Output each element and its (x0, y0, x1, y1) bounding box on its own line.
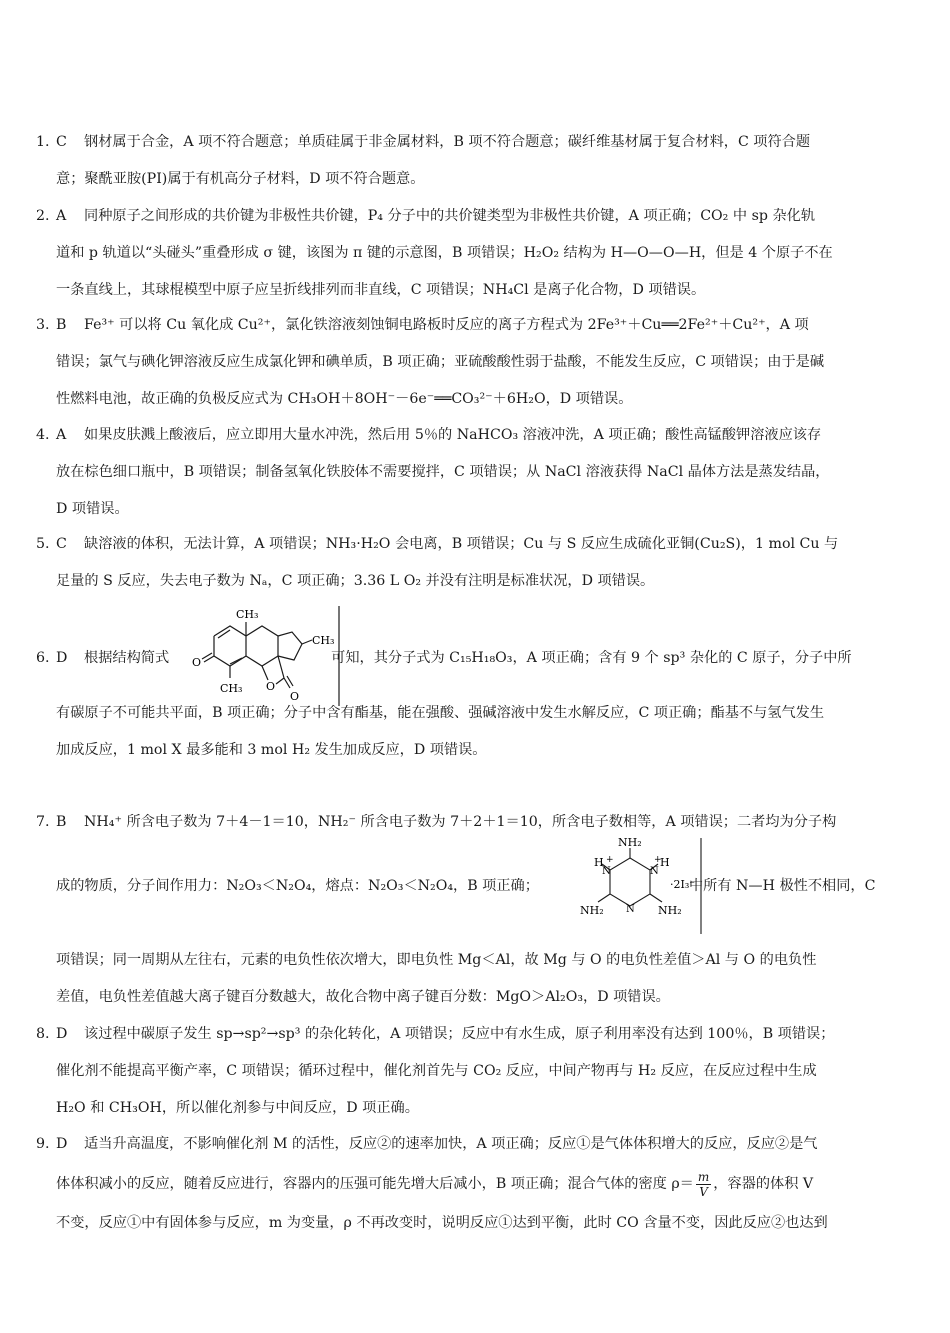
explanation-line: 差值，电负性差值越大离子键百分数越大，故化合物中离子键百分数：MgO＞Al₂O₃，D 项错误。 (56, 989, 670, 1005)
question-number: 7. (36, 814, 50, 830)
answer-letter: A (56, 208, 67, 224)
methyl-label: CH₃ (312, 634, 335, 647)
oxygen-label: O (290, 690, 300, 703)
explanation-line: 适当升高温度，不影响催化剂 M 的活性，反应②的速率加快，A 项正确；反应①是气体体积增大的反应，反应②是气 (84, 1136, 818, 1152)
triazine-cation-structure-diagram (558, 836, 706, 936)
explanation-line: 不变，反应①中有固体参与反应，m 为变量，ρ 不再改变时，说明反应①达到平衡，此时 CO 含量不变，因此反应②也达到 (56, 1215, 828, 1231)
explanation-line: H₂O 和 CH₃OH，所以催化剂参与中间反应，D 项正确。 (56, 1100, 419, 1116)
explanation-line: 一条直线上，其球棍模型中原子应呈折线排列而非直线，C 项错误；NH₄Cl 是离子化合物，D 项错误。 (56, 282, 706, 298)
explanation-text: 体体积减小的反应，随着反应进行，容器内的压强可能先增大后减小，B 项正确；混合气体的密度 ρ＝ (56, 1176, 694, 1192)
explanation-line: 催化剂不能提高平衡产率，C 项错误；循环过程中，催化剂首先与 CO₂ 反应，中间产物再与 H₂ 反应，在反应过程中生成 (56, 1063, 817, 1079)
methyl-label: CH₃ (236, 608, 259, 621)
explanation-text: 可知，其分子式为 C₁₅H₁₈O₃，A 项正确；含有 9 个 sp³ 杂化的 C 原子，分子中所 (331, 650, 852, 666)
counter-ion-label: ·2I₃⁻ (670, 878, 696, 891)
answer-item-1 (36, 124, 914, 198)
explanation-line: 错误；氯气与碘化钾溶液反应生成氯化钾和碘单质，B 项正确；亚硫酸酸性弱于盐酸，不能发生反应，C 项错误；由于是碱 (56, 354, 825, 370)
answer-item-3 (36, 307, 914, 418)
answer-item-7-mid (36, 868, 914, 905)
amino-label: NH₂ (658, 904, 682, 917)
nitrogen-label: N (650, 866, 659, 877)
answer-item-7-cont (36, 942, 914, 1016)
explanation-line: 意；聚酰亚胺(PI)属于有机高分子材料，D 项不符合题意。 (56, 171, 425, 187)
fraction-denominator: V (699, 1184, 708, 1199)
answer-letter: C (56, 536, 67, 552)
answer-item-8 (36, 1016, 914, 1127)
question-number: 1. (36, 134, 50, 150)
explanation-line: 钢材属于合金，A 项不符合题意；单质硅属于非金属材料，B 项不符合题意；碳纤维基材属于复合材料，C 项符合题 (84, 134, 811, 150)
methyl-label: CH₃ (220, 682, 243, 695)
explanation-line: 加成反应，1 mol X 最多能和 3 mol H₂ 发生加成反应，D 项错误。 (56, 742, 487, 758)
steroid-lactone-structure-diagram (184, 604, 344, 708)
explanation-text: 成的物质，分子间作用力：N₂O₃＜N₂O₄，熔点：N₂O₃＜N₂O₄，B 项正确； (56, 878, 539, 894)
answer-item-9 (36, 1126, 914, 1242)
question-number: 6. (36, 650, 50, 666)
question-number: 5. (36, 536, 50, 552)
explanation-text: ，容器的体积 V (713, 1176, 814, 1192)
explanation-text: 根据结构简式 (84, 650, 170, 666)
explanation-line: 同种原子之间形成的共价键为非极性共价键，P₄ 分子中的共价键类型为非极性共价键，A 项正确；CO₂ 中 sp 杂化轨 (84, 208, 816, 224)
amino-label: NH₂ (580, 904, 604, 917)
positive-charge: + (654, 855, 662, 865)
explanation-line: 足量的 S 反应，失去电子数为 Nₐ，C 项正确；3.36 L O₂ 并没有注明是标准状况，D 项错误。 (56, 573, 655, 589)
answer-item-5 (36, 526, 914, 600)
answer-letter: D (56, 1026, 68, 1042)
explanation-line: D 项错误。 (56, 501, 129, 517)
answer-item-7 (36, 804, 914, 841)
question-number: 2. (36, 208, 50, 224)
answer-letter: B (56, 814, 67, 830)
answer-letter: C (56, 134, 67, 150)
explanation-line: 道和 p 轨道以“头碰头”重叠形成 σ 键，该图为 π 键的示意图，B 项错误；H₂O₂ 结构为 H—O—O—H，但是 4 个原子不在 (56, 245, 833, 261)
hydrogen-label: H (594, 856, 604, 869)
explanation-line: Fe³⁺ 可以将 Cu 氧化成 Cu²⁺，氯化铁溶液刻蚀铜电路板时反应的离子方程式为 2Fe³⁺＋Cu══2Fe²⁺＋Cu²⁺，A 项 (84, 317, 809, 333)
explanation-line: NH₄⁺ 所含电子数为 7＋4－1＝10，NH₂⁻ 所含电子数为 7＋2＋1＝10，所含电子数相等，A 项错误；二者均为分子构 (84, 814, 837, 830)
answer-item-6 (36, 640, 914, 678)
nitrogen-label: N (626, 904, 635, 915)
explanation-line: 如果皮肤溅上酸液后，应立即用大量水冲洗，然后用 5％的 NaHCO₃ 溶液冲洗，A 项正确；酸性高锰酸钾溶液应该存 (84, 427, 822, 443)
explanation-line: 有碳原子不可能共平面，B 项正确；分子中含有酯基，能在强酸、强碱溶液中发生水解反应，C 项正确；酯基不与氢气发生 (56, 705, 825, 721)
question-number: 3. (36, 317, 50, 333)
explanation-line: 性燃料电池，故正确的负极反应式为 CH₃OH＋8OH⁻－6e⁻══CO₃²⁻＋6H₂O，D 项错误。 (56, 391, 633, 407)
density-fraction (696, 1170, 711, 1199)
answer-letter: D (56, 1136, 68, 1152)
oxygen-label: O (192, 656, 202, 669)
answer-letter: B (56, 317, 67, 333)
explanation-line: 该过程中碳原子发生 sp→sp²→sp³ 的杂化转化，A 项错误；反应中有水生成，原子利用率没有达到 100％，B 项错误； (84, 1026, 835, 1042)
explanation-line: 项错误；同一周期从左往右，元素的电负性依次增大，即电负性 Mg＜Al，故 Mg 与 O 的电负性差值＞Al 与 O 的电负性 (56, 952, 817, 968)
fraction-numerator: m (697, 1169, 710, 1184)
answer-item-4 (36, 417, 914, 528)
question-number: 9. (36, 1136, 50, 1152)
answer-letter: A (56, 427, 67, 443)
question-number: 4. (36, 427, 50, 443)
explanation-line: 放在棕色细口瓶中，B 项错误；制备氢氧化铁胶体不需要搅拌，C 项错误；从 NaCl 溶液获得 NaCl 晶体方法是蒸发结晶， (56, 464, 830, 480)
oxygen-label: O (266, 680, 276, 693)
hydrogen-label: H (660, 856, 670, 869)
nitrogen-label: N (602, 866, 611, 877)
explanation-text: 中所有 N—H 极性不相同，C (688, 878, 876, 894)
answer-item-2 (36, 198, 914, 309)
answer-item-6-cont (36, 695, 914, 769)
amino-label: NH₂ (618, 836, 642, 849)
explanation-line: 缺溶液的体积，无法计算，A 项错误；NH₃·H₂O 会电离，B 项错误；Cu 与 S 反应生成硫化亚铜(Cu₂S)，1 mol Cu 与 (84, 536, 839, 552)
answer-letter: D (56, 650, 68, 666)
question-number: 8. (36, 1026, 50, 1042)
positive-charge: + (606, 855, 614, 865)
